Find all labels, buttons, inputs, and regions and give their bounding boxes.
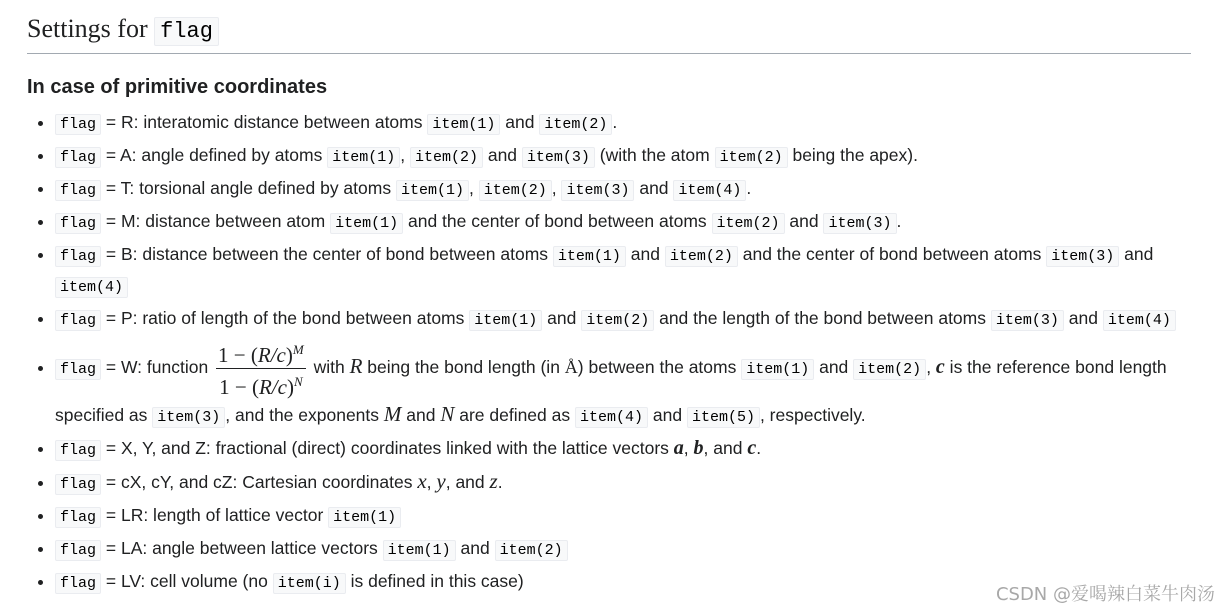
item-text: being the bond length (in [362,357,565,378]
item-code: item(1) [469,310,542,331]
item-text: = A: angle defined by atoms [101,145,328,165]
item-code: item(2) [479,180,552,201]
item-text: is the reference bond length specified as [55,357,1167,425]
list-item-T [55,174,1191,205]
item-code: item(3) [561,180,634,201]
item-code: item(3) [522,147,595,168]
fraction-numerator [216,337,306,369]
list-item-LR [55,501,1191,532]
item-code: item(1) [553,246,626,267]
item-text: . [896,211,902,231]
item-text: , and [445,472,490,492]
heading-prefix: Settings for [27,14,148,43]
math-var: x [417,469,427,493]
fraction-denominator [216,369,306,400]
item-text: and [455,538,495,558]
item-code: item(2) [712,213,785,234]
flag-code: flag [55,507,101,528]
formula-text: ) [285,343,293,367]
item-code: item(1) [427,114,500,135]
item-text: = LV: cell volume (no [101,571,273,591]
item-text: (with the atom [594,145,715,165]
item-text: and [634,178,674,198]
item-text: = LR: length of lattice vector [101,505,329,525]
item-text: and [784,211,824,231]
math-var: c [935,356,945,379]
formula-exponent: M [292,342,304,357]
item-text: , and [703,438,748,458]
list-item-cXYZ [55,467,1191,499]
item-code: item(1) [383,540,456,561]
math-var: b [693,437,704,459]
item-text: and [1119,244,1154,264]
item-text: . [612,112,618,132]
item-text: with [308,357,350,378]
list-item-LA [55,534,1191,565]
item-code: item(3) [823,213,896,234]
item-code: item(5) [687,407,760,428]
heading-code: flag [154,17,219,46]
item-text: being the apex). [787,145,918,165]
item-code: item(2) [410,147,483,168]
formula-var: R/c [258,375,287,399]
item-text: = X, Y, and Z: fractional (direct) coordinates linked with the lattice vectors [101,438,674,458]
item-code: item(3) [991,310,1064,331]
item-text: . [746,178,752,198]
subsection-heading: In case of primitive coordinates [27,76,328,98]
item-code: item(3) [1046,246,1119,267]
item-text: = B: distance between the center of bond between atoms [101,244,553,264]
item-text: and [542,308,582,328]
math-var: a [673,437,684,459]
item-text: = cX, cY, and cZ: Cartesian coordinates [101,472,418,492]
item-text: = R: interatomic distance between atoms [101,112,428,132]
item-code: item(2) [495,540,568,561]
item-code: item(4) [673,180,746,201]
item-text: = P: ratio of length of the bond between atoms [101,308,470,328]
item-text: , respectively. [759,405,866,425]
item-text: , [426,472,437,492]
flag-list [27,108,1191,598]
item-text: , and the exponents [225,405,384,425]
item-code: item(2) [539,114,612,135]
math-var: z [489,469,498,493]
list-item-A [55,141,1191,172]
math-var: y [436,469,446,493]
item-text: and [1063,308,1103,328]
item-code: item(3) [152,407,225,428]
item-code: item(1) [327,147,400,168]
formula-text: 1 − ( [219,375,259,399]
watermark: CSDN @爱喝辣白菜牛肉汤 [995,584,1215,605]
item-text: , [551,178,562,198]
section-heading [27,10,1191,54]
math-var: N [440,402,455,426]
item-text: and [482,145,522,165]
flag-code: flag [55,474,101,495]
fraction-formula [216,337,306,400]
item-code: item(1) [396,180,469,201]
item-code: item(1) [330,213,403,234]
item-text: and [814,357,854,378]
list-item-W [55,337,1191,432]
list-item-XYZ [55,434,1191,465]
item-text: = LA: angle between lattice vectors [101,538,383,558]
flag-code: flag [55,540,101,561]
item-code: item(4) [575,407,648,428]
item-text: and the length of the bond between atoms [654,308,991,328]
item-text: = T: torsional angle defined by atoms [101,178,396,198]
item-text: and the center of bond between atoms [403,211,712,231]
item-text: and [625,244,665,264]
flag-code: flag [55,440,101,461]
list-item-P [55,304,1191,335]
flag-code: flag [55,213,101,234]
item-code: item(1) [328,507,401,528]
unit-symbol: Å [564,357,578,378]
item-text: . [497,472,503,492]
list-item-M [55,207,1191,238]
flag-code: flag [55,180,101,201]
item-text: and the center of bond between atoms [737,244,1047,264]
item-text: ) between the atoms [577,357,742,378]
flag-code: flag [55,573,101,594]
flag-code: flag [55,359,101,380]
item-text: = M: distance between atom [101,211,331,231]
item-code: item(4) [1103,310,1176,331]
item-text: , [468,178,479,198]
item-code: item(2) [665,246,738,267]
item-text: . [756,438,762,458]
item-text: is defined in this case) [345,571,524,591]
flag-code: flag [55,147,101,168]
math-var: c [747,437,757,459]
item-text: , [400,145,410,165]
flag-code: flag [55,114,101,135]
document-page [27,10,1191,600]
formula-var: R/c [257,343,286,367]
item-text: , [683,438,694,458]
formula-exponent: N [293,374,303,389]
item-code: item(2) [581,310,654,331]
item-text: = W: function [101,357,214,378]
list-item-R [55,108,1191,139]
item-code: item(2) [853,359,926,380]
item-text: and [401,405,441,425]
flag-code: flag [55,310,101,331]
item-text: are defined as [454,405,575,425]
item-text: , [926,357,936,378]
item-code: item(i) [273,573,346,594]
item-text: and [648,405,687,425]
item-text: and [500,112,540,132]
list-item-B [55,240,1191,302]
formula-text: ) [286,375,294,399]
math-var: R [349,354,363,379]
flag-code: flag [55,246,101,267]
item-code: item(2) [715,147,788,168]
math-var: M [383,402,402,426]
item-code: item(1) [741,359,814,380]
formula-text: 1 − ( [218,343,258,367]
item-code: item(4) [55,277,128,298]
